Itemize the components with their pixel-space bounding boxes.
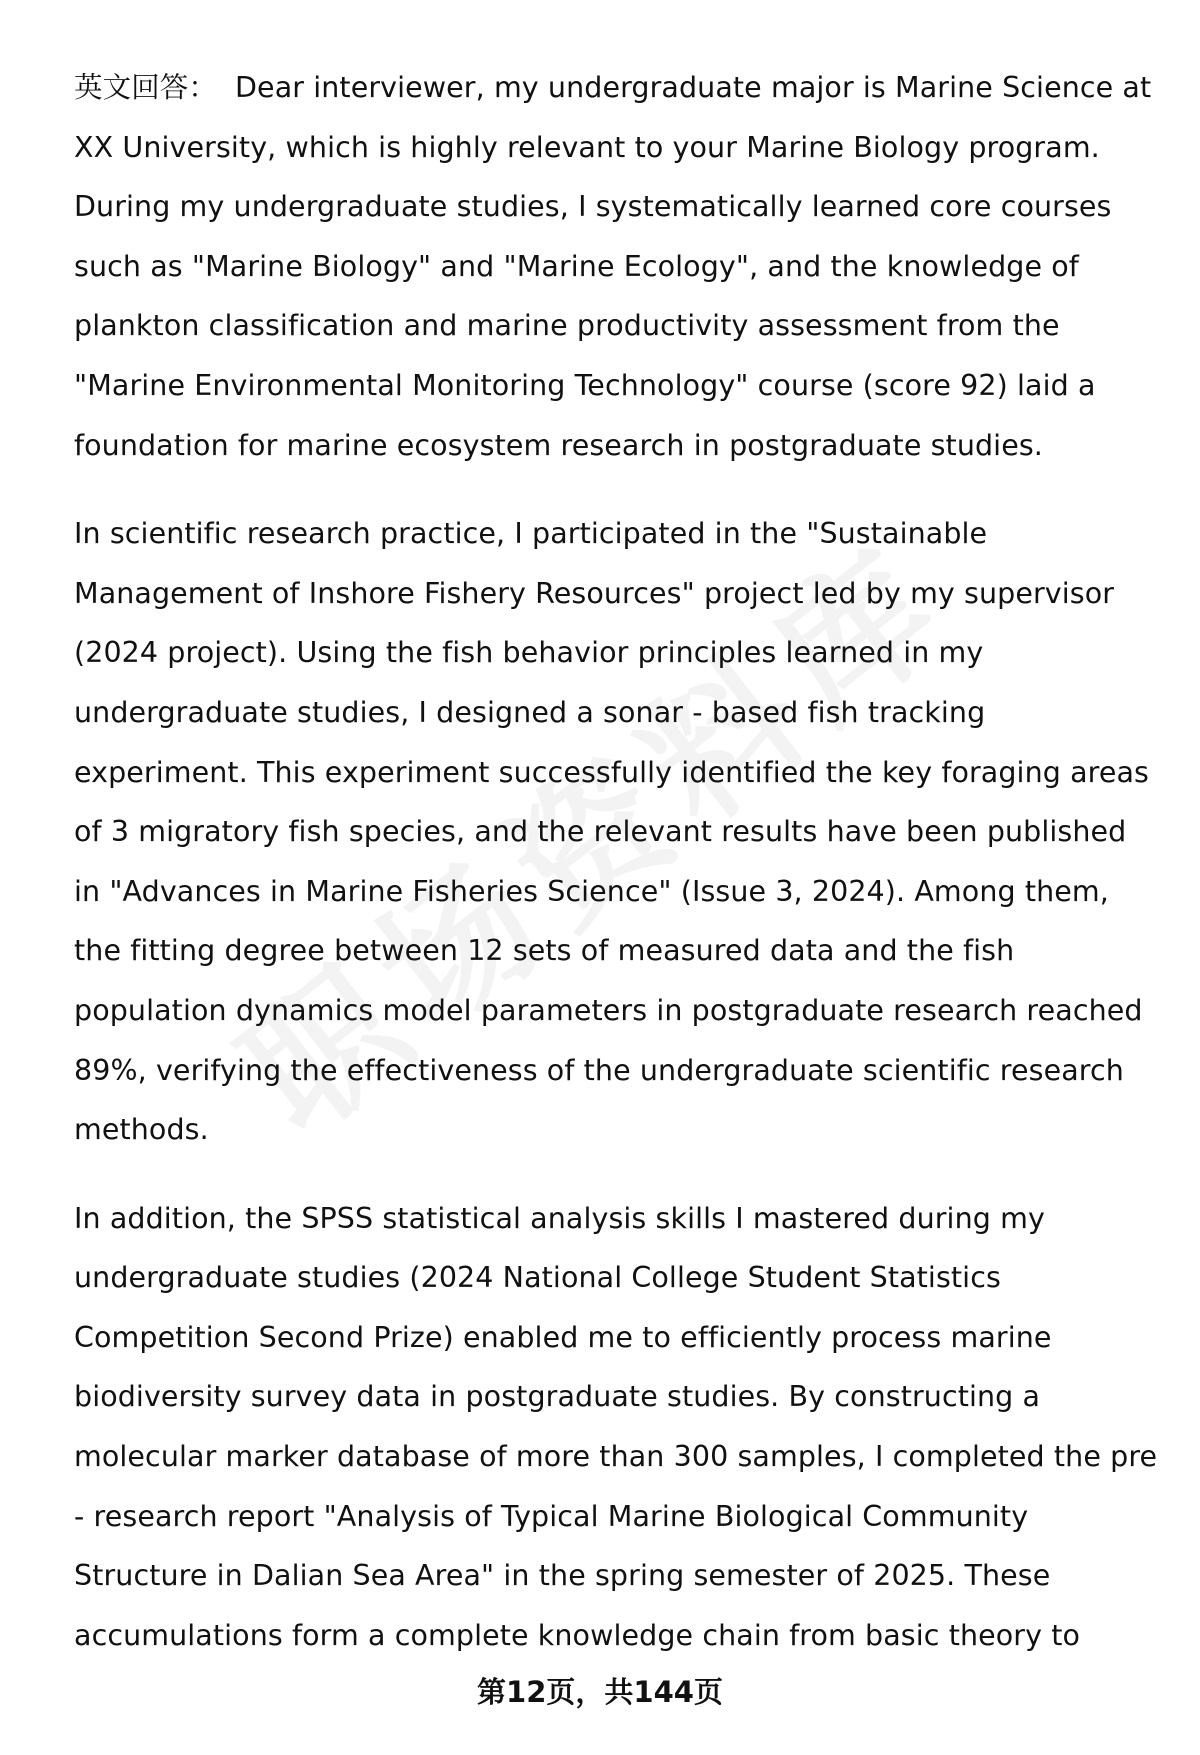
answer-body — [74, 58, 1159, 1694]
paragraph-1-text: Dear interviewer, my undergraduate major is Marine Science at XX University, which is highly relevant to your Marine Biology program. During my undergraduate studies, I systematically learned core courses such as "Marine Biology" and "Marine Ecology", and the knowledge of plankton classification and marine productivity assessment from the "Marine Environmental Monitoring Technology" course (score 92) laid a foundation for marine ecosystem research in postgraduate studies. — [74, 71, 1152, 462]
answer-prefix: 英文回答： — [74, 71, 218, 104]
paragraph-1 — [74, 58, 1159, 475]
page-number: 第12页，共144页 — [477, 1675, 723, 1709]
paragraph-2: In scientific research practice, I participated in the "Sustainable Management of Inshore Fishery Resources" project led by my supervisor (2024 project). Using the fish behavior principles learned in my undergraduate studies, I designed a sonar - based fish tracking experiment. This experiment successfully identified the key foraging areas of 3 migratory fish species, and the relevant results have been published in "Advances in Marine Fisheries Science" (Issue 3, 2024). Among them, the fitting degree between 12 sets of measured data and the fish population dynamics model parameters in postgraduate research reached 89%, verifying the effectiveness of the undergraduate scientific research methods. — [74, 517, 1149, 1147]
paragraph-3: In addition, the SPSS statistical analysis skills I mastered during my undergraduate studies (2024 National College Student Statistics Competition Second Prize) enabled me to efficiently process marine biodiversity survey data in postgraduate studies. By constructing a molecular marker database of more than 300 samples, I completed the pre - research report "Analysis of Typical Marine Biological Community Structure in Dalian Sea Area" in the spring semester of 2025. These accumulations form a complete knowledge chain from basic theory to — [74, 1201, 1158, 1652]
